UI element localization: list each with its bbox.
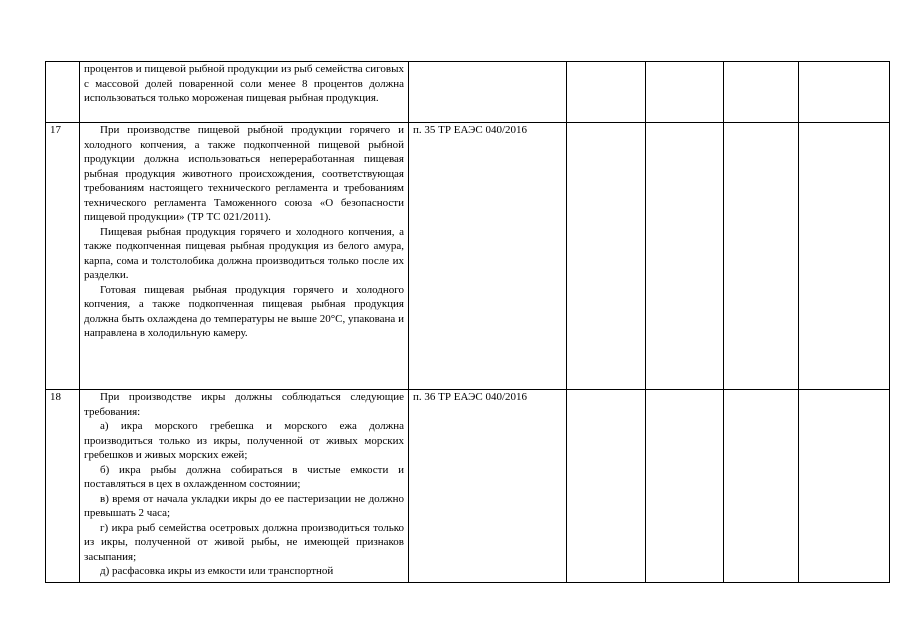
row-number <box>46 62 80 123</box>
row-number: 17 <box>46 123 80 390</box>
requirement-paragraph: При производстве икры должны соблюдаться следующие требования: <box>84 391 404 418</box>
requirement-text <box>80 390 409 583</box>
empty-cell <box>646 390 724 583</box>
requirement-paragraph: г) икра рыб семейства осетровых должна производиться только из икры, полученной от живой рыбы, не имеющей признаков засыпания; <box>84 521 404 563</box>
empty-cell <box>567 123 646 390</box>
regulation-reference <box>409 62 567 123</box>
requirements-table <box>45 61 890 583</box>
empty-cell <box>646 62 724 123</box>
empty-cell <box>724 123 799 390</box>
table-row <box>46 123 890 390</box>
requirement-text <box>80 123 409 390</box>
requirement-paragraph: При производстве пищевой рыбной продукции горячего и холодного копчения, а также подкопченной пищевой рыбной продукции должна использоваться непереработанная пищевая рыбная продукция животного происхождения, соответствующая требованиям настоящего технического регламента и требованиям технического регламента Таможенного союза «О безопасности пищевой продукции» (ТР ТС 021/2011). <box>84 124 404 223</box>
requirement-paragraph: процентов и пищевой рыбной продукции из рыб семейства сиговых с массовой долей поваренной соли менее 8 процентов должна использоваться только мороженая пищевая рыбная продукция. <box>84 63 404 104</box>
requirement-paragraph: в) время от начала укладки икры до ее пастеризации не должно превышать 2 часа; <box>84 492 404 519</box>
requirement-paragraph: а) икра морского гребешка и морского ежа должна производиться только из икры, полученной от живых морских гребешков и живых морских ежей; <box>84 420 404 461</box>
table-row <box>46 62 890 123</box>
empty-cell <box>799 390 890 583</box>
empty-cell <box>724 390 799 583</box>
empty-cell <box>646 123 724 390</box>
requirement-paragraph: б) икра рыбы должна собираться в чистые емкости и поставляться в цех в охлажденном состоянии; <box>84 463 404 490</box>
requirement-text <box>80 62 409 123</box>
requirement-paragraph: Готовая пищевая рыбная продукция горячего и холодного копчения, а также подкопченная пищевая рыбная продукция должна быть охлаждена до температуры не выше 20°С, упакована и направлена в холодильную камеру. <box>84 283 404 339</box>
requirement-paragraph: д) расфасовка икры из емкости или транспортной <box>100 565 334 577</box>
empty-cell <box>567 390 646 583</box>
requirement-paragraph: Пищевая рыбная продукция горячего и холодного копчения, а также подкопченная пищевая рыбная продукция из белого амура, карпа, сома и толстолобика должна производиться только после их разделки. <box>84 225 404 281</box>
regulation-reference: п. 36 ТР ЕАЭС 040/2016 <box>409 390 567 583</box>
regulation-reference: п. 35 ТР ЕАЭС 040/2016 <box>409 123 567 390</box>
empty-cell <box>799 123 890 390</box>
row-number: 18 <box>46 390 80 583</box>
empty-cell <box>799 62 890 123</box>
empty-cell <box>567 62 646 123</box>
table-row <box>46 390 890 583</box>
empty-cell <box>724 62 799 123</box>
